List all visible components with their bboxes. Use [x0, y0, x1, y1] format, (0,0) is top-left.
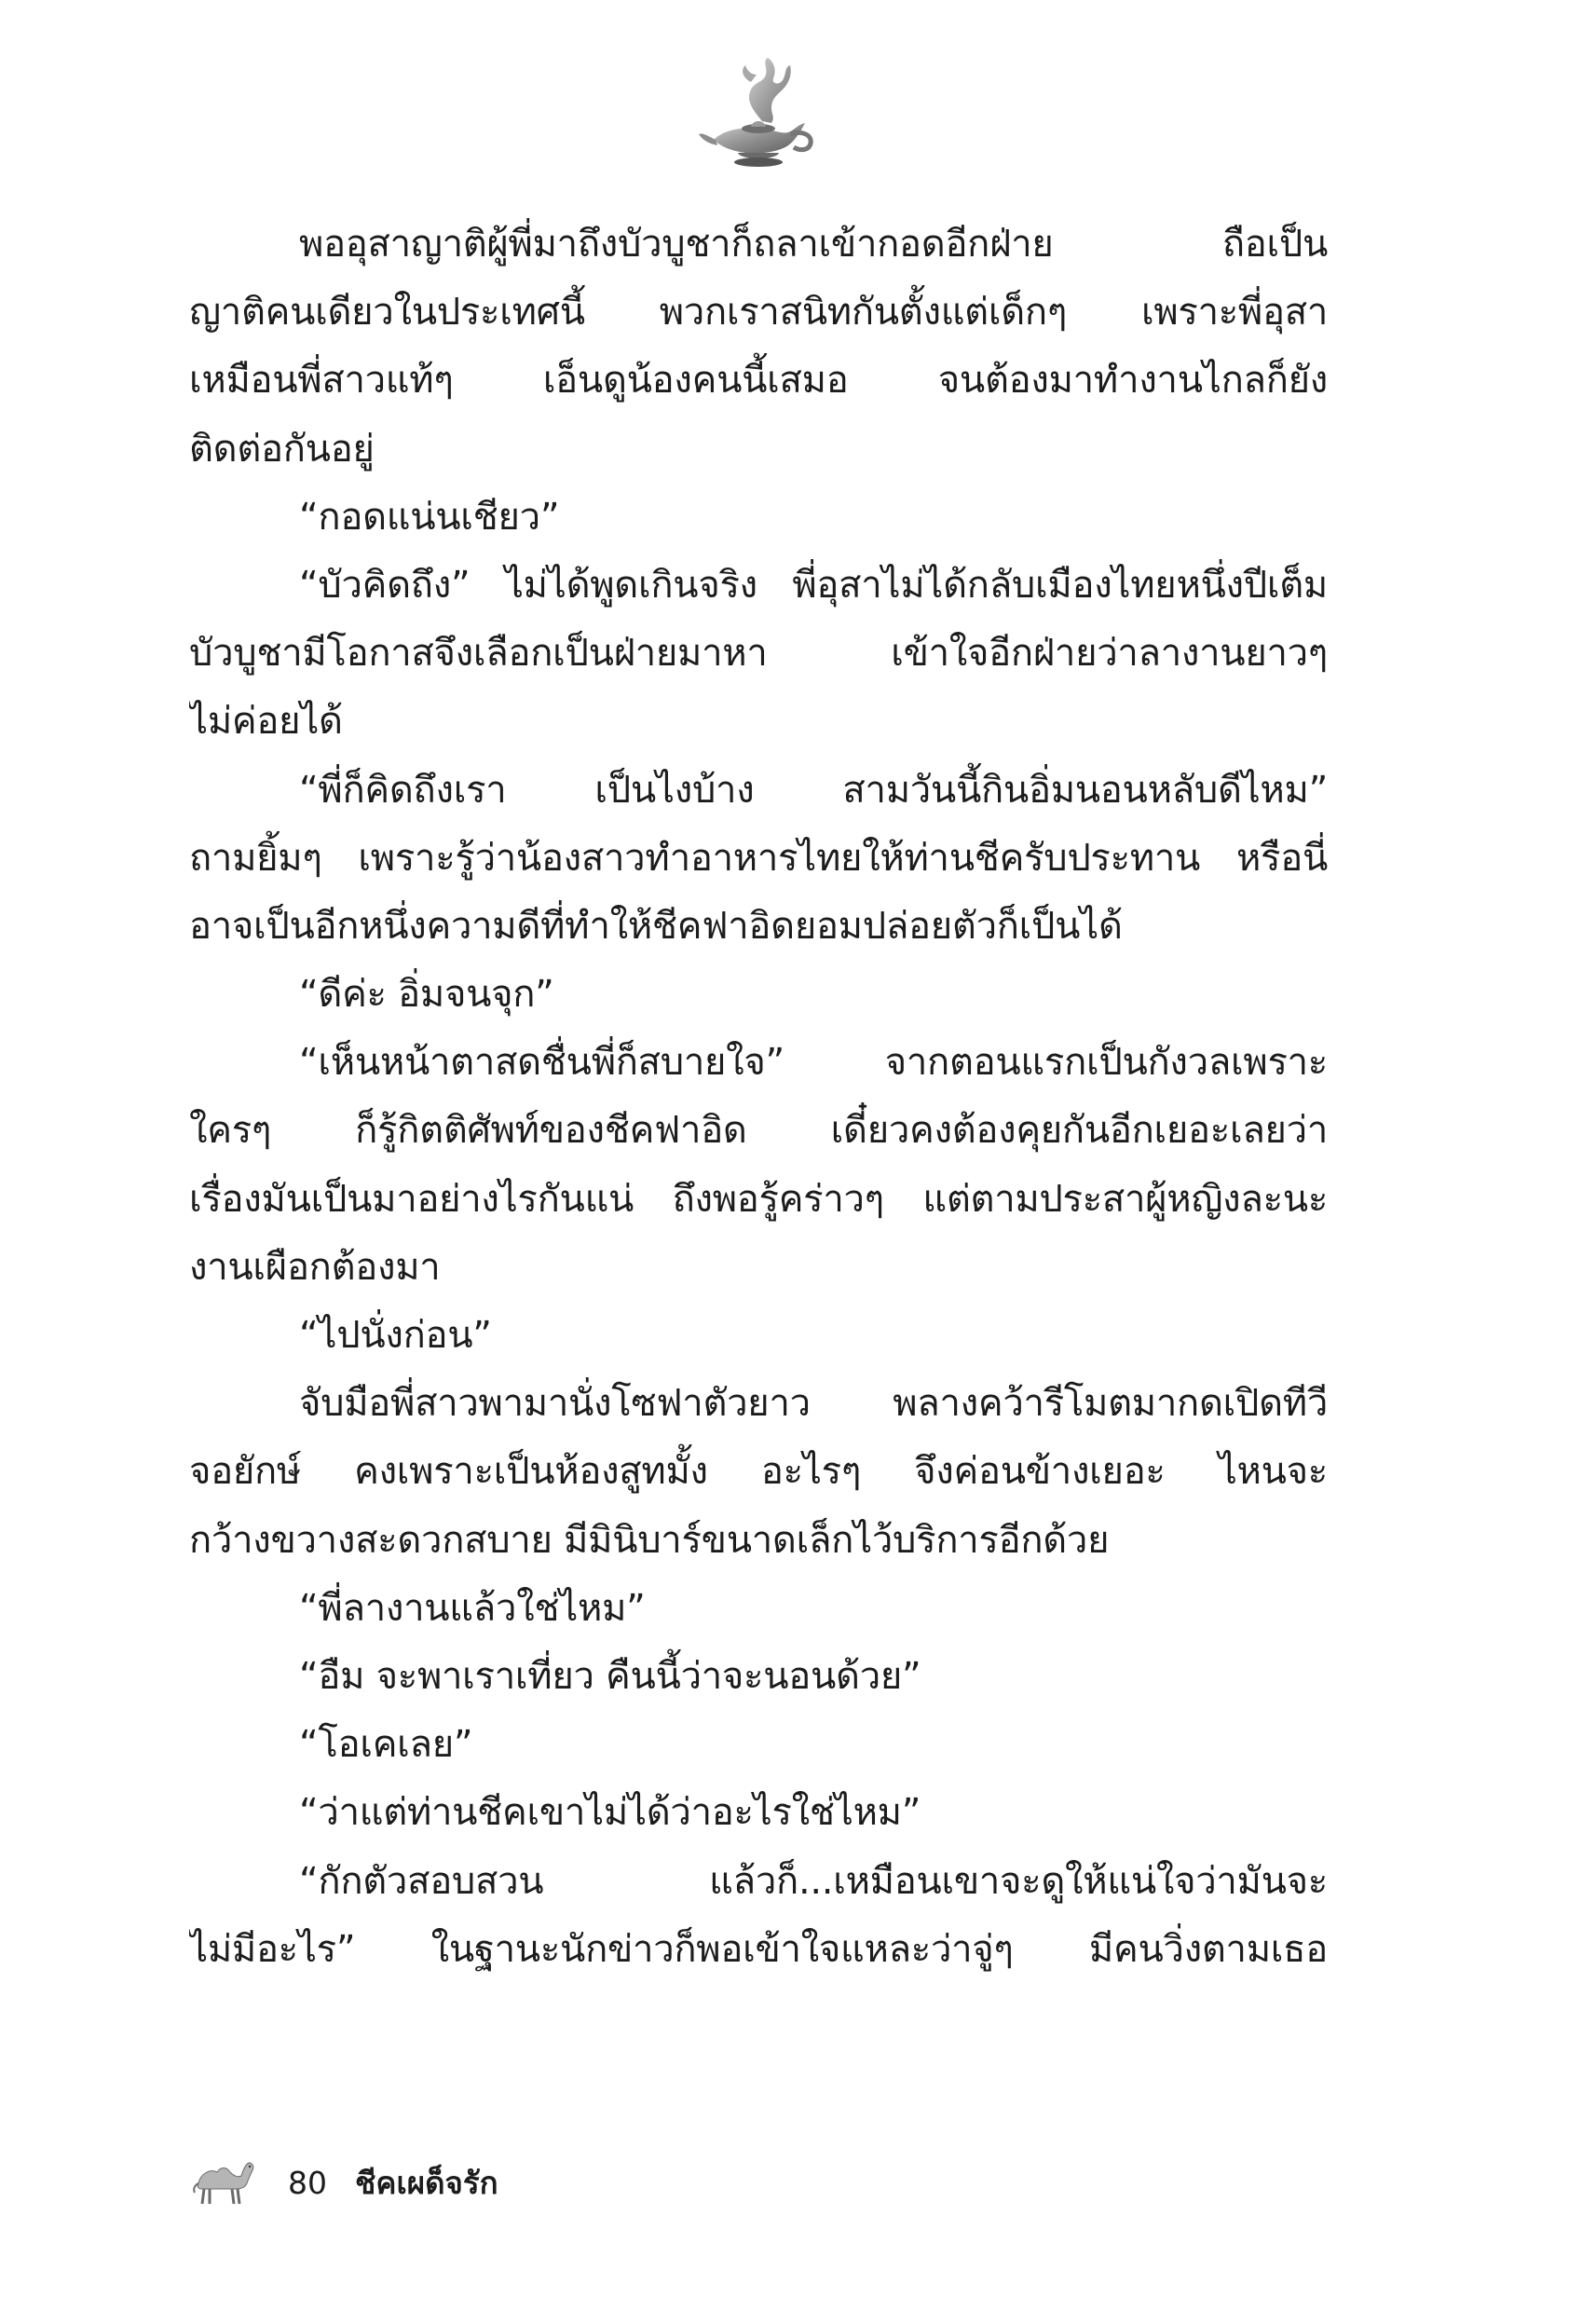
text-line: พออุสาญาติผู้พี่มาถึงบัวบูชาก็ถลาเข้ากอดอีกฝ่าย ถือเป็น: [299, 223, 1328, 266]
text-line: จอยักษ์ คงเพราะเป็นห้องสูทมั้ง อะไรๆ จึงค่อนข้างเยอะ ไหนจะ: [189, 1450, 1328, 1494]
text-line: ไม่มีอะไร” ในฐานะนักข่าวก็พอเข้าใจแหละว่าจู่ๆ มีคนวิ่งตามเธอ: [189, 1927, 1328, 1971]
text-line: เหมือนพี่สาวแท้ๆ เอ็นดูน้องคนนี้เสมอ จนต้องมาทำงานไกลก็ยัง: [189, 359, 1328, 403]
text-line: ไม่ค่อยได้: [189, 700, 343, 744]
text-line: “พี่ลางานแล้วใช่ไหม”: [299, 1586, 646, 1630]
text-line: “พี่ก็คิดถึงเรา เป็นไงบ้าง สามวันนี้กินอิ่มนอนหลับดีไหม”: [299, 768, 1328, 812]
text-line: ติดต่อกันอยู่: [189, 427, 375, 471]
text-line: เรื่องมันเป็นมาอย่างไรกันแน่ ถึงพอรู้คร่าวๆ แต่ตามประสาผู้หญิงละนะ: [189, 1177, 1328, 1221]
text-line: ใครๆ ก็รู้กิตติศัพท์ของชีคฟาอิด เดี๋ยวคงต้องคุยกันอีกเยอะเลยว่า: [189, 1109, 1328, 1153]
text-line: “บัวคิดถึง” ไม่ได้พูดเกินจริง พี่อุสาไม่ได้กลับเมืองไทยหนึ่งปีเต็ม: [299, 563, 1328, 607]
text-line: “กักตัวสอบสวน แล้วก็...เหมือนเขาจะดูให้แน่ใจว่ามันจะ: [299, 1859, 1328, 1903]
text-line: อาจเป็นอีกหนึ่งความดีที่ทำให้ชีคฟาอิดยอมปล่อยตัวก็เป็นได้: [189, 904, 1123, 948]
text-line: ญาติคนเดียวในประเทศนี้ พวกเราสนิทกันตั้งแต่เด็กๆ เพราะพี่อุสา: [189, 291, 1328, 335]
text-line: “ว่าแต่ท่านชีคเขาไม่ได้ว่าอะไรใช่ไหม”: [299, 1791, 921, 1835]
book-title: ชีคเผด็จรัก: [355, 2164, 498, 2201]
text-line: บัวบูชามีโอกาสจึงเลือกเป็นฝ่ายมาหา เข้าใจอีกฝ่ายว่าลางานยาวๆ: [189, 632, 1328, 676]
text-line: “อืม จะพาเราเที่ยว คืนนี้ว่าจะนอนด้วย”: [299, 1654, 921, 1698]
text-line: “ไปนั่งก่อน”: [299, 1314, 492, 1357]
page-number: 80: [288, 2164, 327, 2201]
genie-lamp-icon: [697, 54, 820, 171]
camel-icon: [189, 2159, 256, 2206]
text-line: งานเผือกต้องมา: [189, 1245, 441, 1289]
text-line: “กอดแน่นเชียว”: [299, 495, 560, 539]
text-line: “โอเคเลย”: [299, 1723, 473, 1767]
text-line: “เห็นหน้าตาสดชื่นพี่ก็สบายใจ” จากตอนแรกเป็นกังวลเพราะ: [299, 1041, 1328, 1085]
text-line: ถามยิ้มๆ เพราะรู้ว่าน้องสาวทำอาหารไทยให้ท่านชีครับประทาน หรือนี่: [189, 836, 1328, 880]
page-footer: [189, 2154, 498, 2210]
text-line: จับมือพี่สาวพามานั่งโซฟาตัวยาว พลางคว้ารีโมตมากดเปิดทีวี: [299, 1382, 1328, 1426]
body-text: [189, 211, 1328, 1984]
text-line: กว้างขวางสะดวกสบาย มีมินิบาร์ขนาดเล็กไว้บริการอีกด้วย: [189, 1518, 1110, 1562]
text-line: “ดีค่ะ อิ่มจนจุก”: [299, 973, 554, 1017]
